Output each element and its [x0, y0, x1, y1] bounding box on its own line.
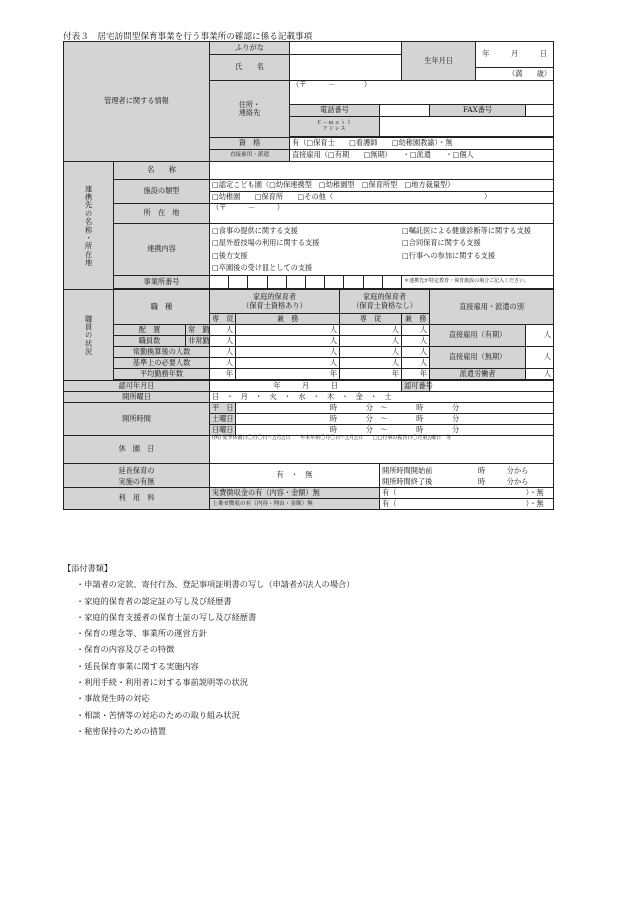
full-label-2: 専 従: [340, 314, 402, 325]
saturday-label: 土曜日: [210, 414, 236, 425]
partner-name-label: 名 称: [114, 162, 210, 180]
attachment-item: ・相談・苦情等の対応のための取り組み状況: [76, 709, 240, 720]
staff-cell[interactable]: 人: [210, 325, 236, 336]
page-title: 付表３ 居宅訪問型保育事業を行う事業所の確認に係る記載事項: [63, 32, 313, 42]
years-label: 平均勤務年数: [114, 369, 210, 380]
attachment-item: ・申請者の定款、寄付行為、登記事項証明書の写し（申請者が法人の場合）: [76, 579, 355, 590]
part-label-2: 兼 務: [402, 314, 430, 325]
partner-section-label: 連携先の名称・所在地: [64, 162, 114, 290]
option-backup[interactable]: □後方支援: [212, 250, 248, 260]
fees-extra-label: 上乗せ徴収の有（内容・理由・金額）無: [210, 499, 380, 510]
direct-fixed-label: 直接雇用（有期）: [430, 325, 526, 347]
days-label: 開所曜日: [64, 392, 210, 403]
years-cell[interactable]: 年: [402, 369, 430, 380]
fax-label: FAX番号: [430, 105, 526, 117]
closed-label: 休 園 日: [64, 436, 210, 464]
regular-label: 常 勤: [186, 325, 210, 336]
staff-cell[interactable]: 人: [210, 347, 236, 358]
fees-actual-label: 実費徴収金の有（内容・金額）無: [210, 488, 380, 499]
staff-header-employ: 直接雇用・派遣の別: [430, 290, 554, 325]
weekday-label: 平 日: [210, 403, 236, 414]
option-playground[interactable]: □屋外遊技場の利用に関する支援: [212, 238, 320, 247]
fees-label: 利 用 料: [64, 488, 210, 510]
facility-type-label: 施設の類型: [114, 180, 210, 204]
approval-number-field[interactable]: [430, 381, 554, 392]
qual-label: 資 格: [210, 138, 290, 150]
staff-cell[interactable]: 人: [340, 358, 402, 369]
office-number-cells[interactable]: [210, 276, 402, 289]
years-cell[interactable]: 年: [340, 369, 402, 380]
attachment-item: ・家庭的保育者の認定証の写し及び経歴書: [76, 595, 232, 606]
option-meal[interactable]: □食事の提供に関する支援: [212, 225, 298, 235]
attachment-item: ・事故発生時の対応: [76, 693, 150, 704]
direct-fixed-cell[interactable]: 人: [526, 325, 554, 347]
address-label: 住所・ 連絡先: [210, 81, 290, 138]
option-events[interactable]: □行事への参加に関する支援: [402, 250, 496, 260]
attachments: [63, 560, 354, 739]
direct-open-label: 直接雇用（無期）: [430, 347, 526, 369]
staff-header-unqualified: 家庭的保育者 （保育士資格なし）: [340, 290, 430, 314]
staff-kind-label: 職 種: [114, 290, 210, 325]
staff-cell[interactable]: 人: [210, 336, 236, 347]
fees-extra-field[interactable]: 有（ ）・無: [380, 499, 554, 510]
furigana-field[interactable]: [290, 42, 402, 55]
manager-section-label: 管理者に関する情報: [64, 42, 210, 162]
option-graduate[interactable]: □卒園後の受け皿としての支援: [212, 263, 313, 272]
direct-open-cell[interactable]: 人: [526, 347, 554, 369]
birth-label: 生年月日: [402, 42, 476, 81]
option-health[interactable]: □嘱託医による健康診断等に関する支援: [402, 225, 531, 235]
sunday-label: 日曜日: [210, 425, 236, 436]
facility-type-line2[interactable]: □幼稚園 □保育所 □その他（ ）: [210, 192, 554, 204]
approval-label: 認可年月日: [64, 381, 210, 392]
dispatch-cell[interactable]: 人: [526, 369, 554, 380]
full-label-1: 専 従: [210, 314, 236, 325]
partner-content-label: 連携内容: [114, 224, 210, 276]
years-cell[interactable]: 年: [236, 369, 340, 380]
years-cell[interactable]: 年: [210, 369, 236, 380]
place-label: 配 置: [114, 325, 186, 336]
extended-label: 延長保育の 実施の有無: [64, 464, 210, 488]
record-form: [63, 41, 554, 510]
attachment-item: ・秘密保持のための措置: [76, 725, 167, 736]
extended-end-field[interactable]: 時 分から: [478, 476, 529, 486]
qual-field[interactable]: 有（□保育士 □看護師 □幼稚園教諭）・無: [290, 138, 554, 150]
approval-date-field[interactable]: 年 月 日: [210, 381, 402, 392]
staff-cell[interactable]: 人: [340, 347, 402, 358]
email-field[interactable]: [380, 117, 554, 137]
birth-field[interactable]: 年 月 日: [476, 42, 554, 68]
office-number-label: 事業所番号: [114, 276, 210, 289]
furigana-label: ふりがな: [210, 42, 290, 55]
dispatch-label: 派遣労働者: [430, 369, 526, 380]
staff-cell[interactable]: 人: [236, 336, 340, 347]
staff-cell[interactable]: 人: [402, 358, 430, 369]
partner-name-field[interactable]: [210, 162, 554, 180]
staff-cell[interactable]: 人: [402, 336, 430, 347]
extended-start-label: 開所時間開始前: [382, 465, 433, 475]
attachments-heading: 【添付書類】: [63, 563, 113, 573]
attachment-item: ・延長保育事業に関する実施内容: [76, 660, 199, 671]
fees-actual-field[interactable]: 有（ ）・無: [380, 488, 554, 499]
sunday-hours-field[interactable]: 時 分 ～ 時 分: [236, 425, 554, 436]
weekday-hours-field[interactable]: 時 分 ～ 時 分: [236, 403, 554, 414]
staff-cell[interactable]: 人: [402, 325, 430, 336]
approval-number-label: 認可番号: [402, 381, 430, 392]
extended-end-label: 開所時間終了後: [382, 476, 433, 486]
partner-location-label: 所 在 地: [114, 204, 210, 224]
fte-label: 常勤換算後の人数: [114, 347, 210, 358]
staff-cell[interactable]: 人: [236, 358, 340, 369]
extended-times: [380, 464, 554, 488]
count-label: 職員数: [114, 336, 186, 347]
saturday-hours-field[interactable]: 時 分 ～ 時 分: [236, 414, 554, 425]
attachment-item: ・保育の理念等、事業所の運営方針: [76, 628, 208, 639]
tel-label: 電話番号: [290, 105, 380, 117]
partner-content-options: [210, 224, 554, 276]
name-label: 氏 名: [210, 55, 290, 81]
attachment-item: ・保育の内容及びその特徴: [76, 644, 175, 655]
age-field[interactable]: （満 歳）: [476, 68, 554, 81]
nonregular-label: 非常勤: [186, 336, 210, 347]
staff-cell[interactable]: 人: [210, 358, 236, 369]
fax-field[interactable]: [526, 105, 554, 117]
staff-section-label: 職員の状況: [64, 290, 114, 381]
days-field[interactable]: 日 ・ 月 ・ 火 ・ 水 ・ 木 ・ 金 ・ 土: [210, 392, 554, 403]
office-number-note: ＊連携先が特定教育・保育施設の場合ご記入ください。: [402, 276, 554, 289]
attachment-item: ・利用手続・利用者に対する事前説明等の状況: [76, 677, 248, 688]
email-label: Ｅ－ｍａｉｌ アドレス: [290, 117, 380, 137]
extended-start-field[interactable]: 時 分から: [478, 465, 529, 475]
required-label: 基準上の必要人数: [114, 358, 210, 369]
part-label-1: 兼 務: [236, 314, 340, 325]
tel-field[interactable]: [380, 105, 430, 117]
partner-location-field[interactable]: （〒 － ）: [210, 204, 554, 224]
postal-field[interactable]: （〒 － ）: [290, 81, 554, 105]
staff-cell[interactable]: 人: [340, 325, 402, 336]
employ-label: 直接雇用・派遣: [210, 150, 290, 162]
closed-field[interactable]: (例) 夏季休園日〇月〇日～△月△日 年末年始〇月〇日～△月△日 □□行事の振替日〇月第△曜日 等: [210, 436, 554, 464]
employ-field[interactable]: 直接雇用（□有期 □無期） ・□派遣 ・□個人: [290, 150, 554, 162]
option-joint[interactable]: □合同保育に関する支援: [402, 238, 481, 247]
facility-type-line1[interactable]: □認定こども園（□幼保連携型 □幼稚園型 □保育所型 □地方裁量型）: [210, 180, 554, 192]
staff-cell[interactable]: 人: [236, 325, 340, 336]
staff-cell[interactable]: 人: [236, 347, 340, 358]
staff-header-qualified: 家庭的保育者 （保育士資格あり）: [210, 290, 340, 314]
extended-value[interactable]: 有 ・ 無: [210, 464, 380, 488]
staff-cell[interactable]: 人: [402, 347, 430, 358]
staff-cell[interactable]: 人: [340, 336, 402, 347]
name-field[interactable]: [290, 55, 402, 81]
hours-label: 開所時間: [64, 403, 210, 436]
attachment-item: ・家庭的保育支援者の保育士証の写し及び経歴書: [76, 611, 257, 622]
